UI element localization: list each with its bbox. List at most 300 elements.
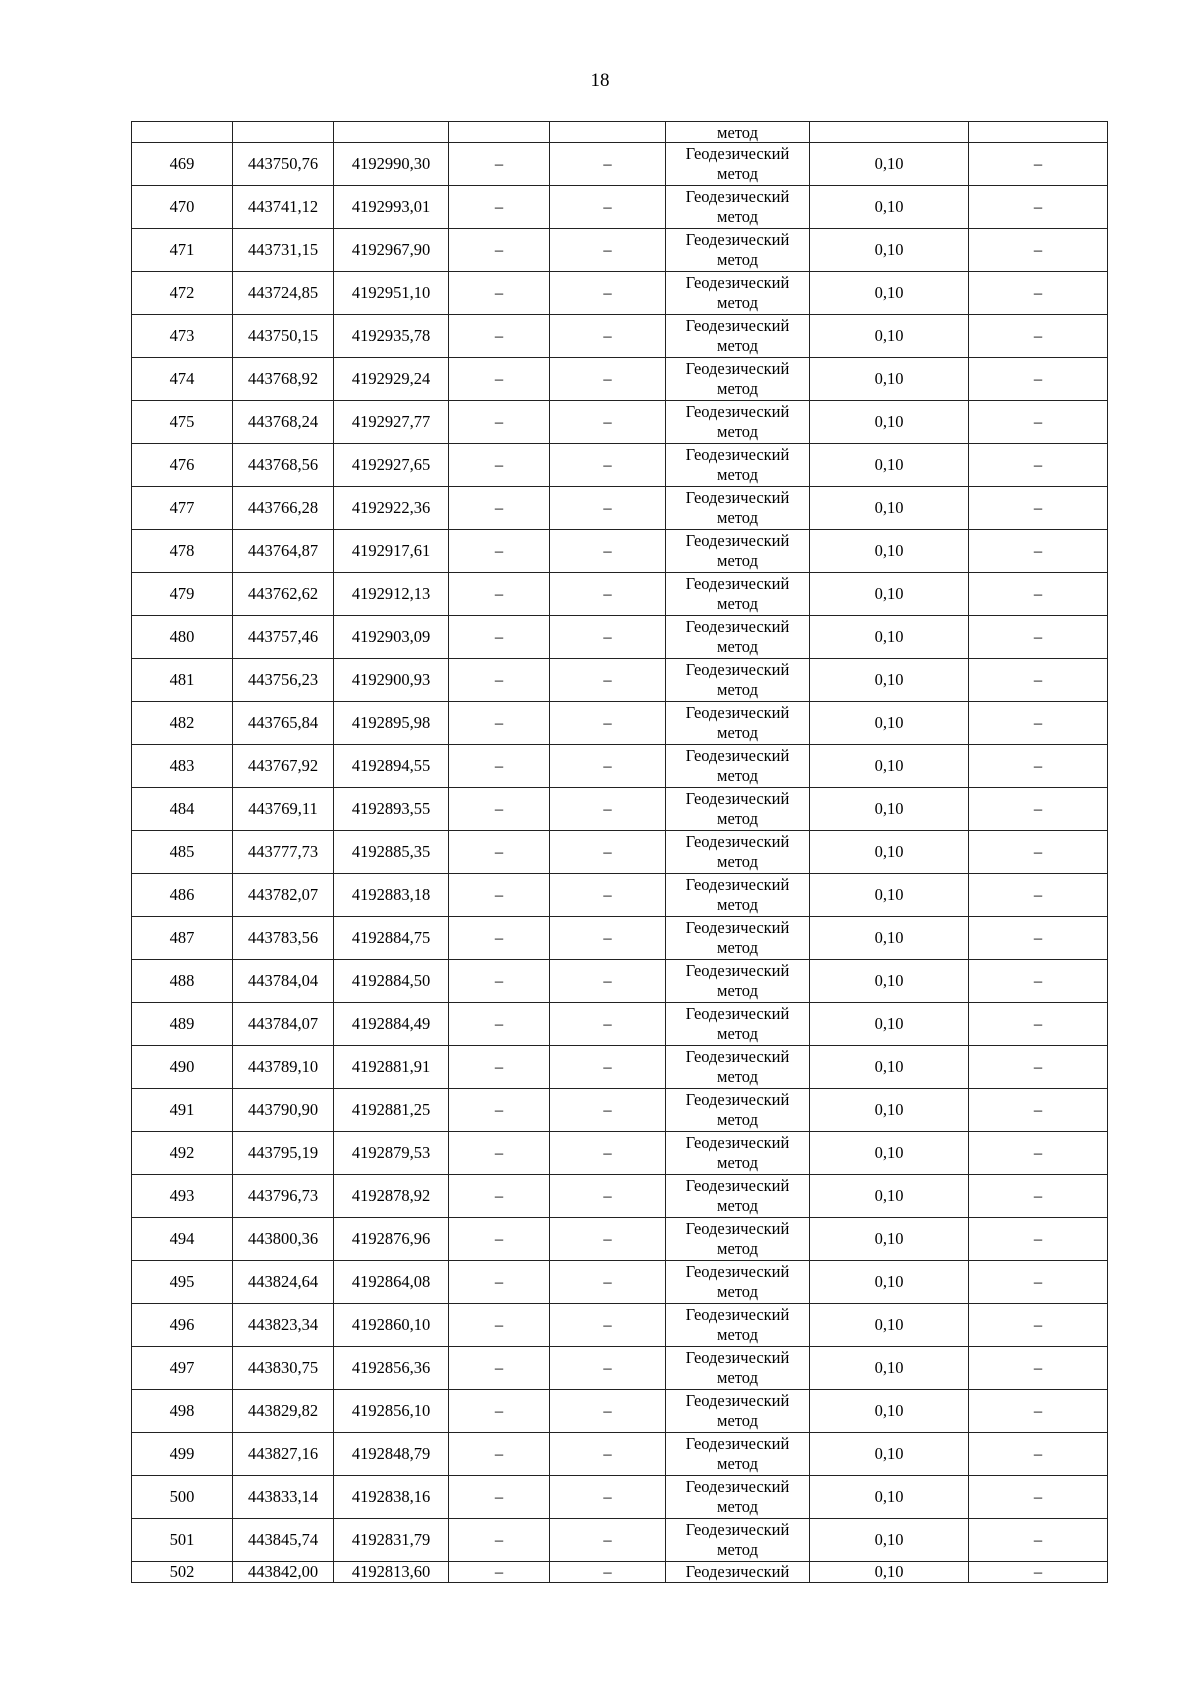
- continuation-row: [132, 122, 1108, 143]
- dash-cell: –: [449, 1261, 550, 1304]
- x-coordinate-cell: 443768,24: [233, 401, 334, 444]
- method-text: Геодезический: [685, 488, 790, 507]
- method-text: Геодезический: [685, 832, 790, 851]
- method-text: Геодезический: [685, 316, 790, 335]
- dash-cell: –: [449, 444, 550, 487]
- x-coordinate-cell: 443768,56: [233, 444, 334, 487]
- method-cell: [666, 1175, 810, 1218]
- method-cell: метод: [666, 122, 810, 143]
- dash-cell: –: [449, 616, 550, 659]
- table-row: [132, 874, 1108, 917]
- method-cell: [666, 229, 810, 272]
- y-coordinate-cell: 4192884,50: [334, 960, 449, 1003]
- table-row: [132, 487, 1108, 530]
- dash-cell: –: [969, 444, 1108, 487]
- x-coordinate-cell: 443769,11: [233, 788, 334, 831]
- method-text: метод: [717, 1325, 758, 1344]
- table-row: [132, 702, 1108, 745]
- x-coordinate-cell: 443777,73: [233, 831, 334, 874]
- table-row: [132, 917, 1108, 960]
- point-number-cell: 481: [132, 659, 233, 702]
- y-coordinate-cell: 4192990,30: [334, 143, 449, 186]
- y-coordinate-cell: 4192929,24: [334, 358, 449, 401]
- method-cell: [666, 401, 810, 444]
- y-coordinate-cell: 4192878,92: [334, 1175, 449, 1218]
- method-cell: [666, 788, 810, 831]
- dash-cell: –: [969, 1390, 1108, 1433]
- accuracy-cell: 0,10: [810, 960, 969, 1003]
- table-row: [132, 530, 1108, 573]
- method-cell: [666, 1347, 810, 1390]
- point-number-cell: 476: [132, 444, 233, 487]
- point-number-cell: 475: [132, 401, 233, 444]
- y-coordinate-cell: 4192927,77: [334, 401, 449, 444]
- table-body: [132, 122, 1108, 1583]
- y-coordinate-cell: 4192884,49: [334, 1003, 449, 1046]
- method-text: Геодезический: [685, 1305, 790, 1324]
- accuracy-cell: 0,10: [810, 831, 969, 874]
- method-cell: [666, 659, 810, 702]
- table-row: [132, 1175, 1108, 1218]
- method-text: Геодезический: [685, 1520, 790, 1539]
- dash-cell: –: [449, 272, 550, 315]
- accuracy-cell: 0,10: [810, 229, 969, 272]
- x-coordinate-cell: 443782,07: [233, 874, 334, 917]
- cell-empty: [449, 122, 550, 143]
- dash-cell: –: [550, 1175, 666, 1218]
- method-cell: [666, 1003, 810, 1046]
- point-number-cell: 482: [132, 702, 233, 745]
- table-row: [132, 745, 1108, 788]
- y-coordinate-cell: 4192967,90: [334, 229, 449, 272]
- y-coordinate-cell: 4192885,35: [334, 831, 449, 874]
- y-coordinate-cell: 4192922,36: [334, 487, 449, 530]
- dash-cell: –: [969, 874, 1108, 917]
- dash-cell: –: [449, 1390, 550, 1433]
- dash-cell: –: [969, 358, 1108, 401]
- method-text: метод: [717, 1239, 758, 1258]
- dash-cell: –: [550, 1562, 666, 1583]
- dash-cell: –: [449, 401, 550, 444]
- method-text: метод: [717, 637, 758, 656]
- dash-cell: –: [449, 917, 550, 960]
- x-coordinate-cell: 443783,56: [233, 917, 334, 960]
- cell-empty: [550, 122, 666, 143]
- cell-empty: [233, 122, 334, 143]
- method-text: метод: [717, 1282, 758, 1301]
- method-text: метод: [717, 336, 758, 355]
- table-row: [132, 1519, 1108, 1562]
- method-cell: [666, 272, 810, 315]
- dash-cell: –: [969, 186, 1108, 229]
- dash-cell: –: [449, 1519, 550, 1562]
- dash-cell: –: [969, 1562, 1108, 1583]
- dash-cell: –: [969, 487, 1108, 530]
- y-coordinate-cell: 4192848,79: [334, 1433, 449, 1476]
- table-row: [132, 1390, 1108, 1433]
- accuracy-cell: 0,10: [810, 1003, 969, 1046]
- x-coordinate-cell: 443845,74: [233, 1519, 334, 1562]
- x-coordinate-cell: 443756,23: [233, 659, 334, 702]
- table-row: [132, 358, 1108, 401]
- cell-empty: [810, 122, 969, 143]
- method-text: метод: [717, 293, 758, 312]
- accuracy-cell: 0,10: [810, 530, 969, 573]
- dash-cell: –: [449, 745, 550, 788]
- dash-cell: –: [550, 1304, 666, 1347]
- method-text: метод: [717, 465, 758, 484]
- dash-cell: –: [449, 358, 550, 401]
- dash-cell: –: [550, 1261, 666, 1304]
- dash-cell: –: [550, 831, 666, 874]
- method-text: Геодезический: [685, 445, 790, 464]
- x-coordinate-cell: 443724,85: [233, 272, 334, 315]
- dash-cell: –: [969, 1476, 1108, 1519]
- dash-cell: –: [449, 702, 550, 745]
- x-coordinate-cell: 443731,15: [233, 229, 334, 272]
- y-coordinate-cell: 4192876,96: [334, 1218, 449, 1261]
- point-number-cell: 491: [132, 1089, 233, 1132]
- dash-cell: –: [969, 315, 1108, 358]
- x-coordinate-cell: 443823,34: [233, 1304, 334, 1347]
- method-text: метод: [717, 1497, 758, 1516]
- point-number-cell: 495: [132, 1261, 233, 1304]
- cell-empty: [969, 122, 1108, 143]
- y-coordinate-cell: 4192879,53: [334, 1132, 449, 1175]
- dash-cell: –: [969, 1003, 1108, 1046]
- accuracy-cell: 0,10: [810, 1132, 969, 1175]
- accuracy-cell: 0,10: [810, 573, 969, 616]
- x-coordinate-cell: 443757,46: [233, 616, 334, 659]
- point-number-cell: 487: [132, 917, 233, 960]
- method-cell: [666, 745, 810, 788]
- accuracy-cell: 0,10: [810, 1562, 969, 1583]
- dash-cell: –: [550, 874, 666, 917]
- dash-cell: –: [550, 1347, 666, 1390]
- method-cell: [666, 1132, 810, 1175]
- method-text: метод: [717, 1540, 758, 1559]
- accuracy-cell: 0,10: [810, 1089, 969, 1132]
- x-coordinate-cell: 443784,07: [233, 1003, 334, 1046]
- dash-cell: –: [550, 1433, 666, 1476]
- point-number-cell: 488: [132, 960, 233, 1003]
- dash-cell: –: [969, 272, 1108, 315]
- dash-cell: –: [550, 1218, 666, 1261]
- dash-cell: –: [550, 1519, 666, 1562]
- x-coordinate-cell: 443833,14: [233, 1476, 334, 1519]
- point-number-cell: 472: [132, 272, 233, 315]
- dash-cell: –: [969, 1218, 1108, 1261]
- method-cell: [666, 1261, 810, 1304]
- point-number-cell: 490: [132, 1046, 233, 1089]
- dash-cell: –: [449, 1347, 550, 1390]
- dash-cell: –: [969, 1261, 1108, 1304]
- method-text: Геодезический: [685, 1133, 790, 1152]
- y-coordinate-cell: 4192935,78: [334, 315, 449, 358]
- table-row: [132, 831, 1108, 874]
- y-coordinate-cell: 4192894,55: [334, 745, 449, 788]
- page-number: 18: [590, 70, 610, 91]
- x-coordinate-cell: 443765,84: [233, 702, 334, 745]
- coordinates-table: [131, 121, 1108, 1583]
- point-number-cell: 480: [132, 616, 233, 659]
- accuracy-cell: 0,10: [810, 702, 969, 745]
- dash-cell: –: [969, 1175, 1108, 1218]
- method-cell: [666, 960, 810, 1003]
- accuracy-cell: 0,10: [810, 874, 969, 917]
- dash-cell: –: [550, 143, 666, 186]
- point-number-cell: 497: [132, 1347, 233, 1390]
- accuracy-cell: 0,10: [810, 917, 969, 960]
- method-cell: [666, 444, 810, 487]
- dash-cell: –: [969, 573, 1108, 616]
- dash-cell: –: [550, 1089, 666, 1132]
- dash-cell: –: [550, 186, 666, 229]
- accuracy-cell: 0,10: [810, 788, 969, 831]
- dash-cell: –: [449, 960, 550, 1003]
- method-text: метод: [717, 938, 758, 957]
- table-row: [132, 616, 1108, 659]
- dash-cell: –: [969, 960, 1108, 1003]
- dash-cell: –: [550, 960, 666, 1003]
- y-coordinate-cell: 4192927,65: [334, 444, 449, 487]
- dash-cell: –: [550, 1003, 666, 1046]
- method-text: Геодезический: [685, 1348, 790, 1367]
- method-text: метод: [717, 164, 758, 183]
- dash-cell: –: [449, 315, 550, 358]
- point-number-cell: 494: [132, 1218, 233, 1261]
- point-number-cell: 502: [132, 1562, 233, 1583]
- accuracy-cell: 0,10: [810, 401, 969, 444]
- method-text: Геодезический: [685, 1004, 790, 1023]
- dash-cell: –: [969, 1347, 1108, 1390]
- x-coordinate-cell: 443824,64: [233, 1261, 334, 1304]
- cell-empty: [132, 122, 233, 143]
- method-text: Геодезический: [685, 1047, 790, 1066]
- dash-cell: –: [449, 530, 550, 573]
- dash-cell: –: [449, 186, 550, 229]
- method-cell: [666, 315, 810, 358]
- method-text: Геодезический: [685, 402, 790, 421]
- method-cell: [666, 831, 810, 874]
- accuracy-cell: 0,10: [810, 1218, 969, 1261]
- dash-cell: –: [449, 143, 550, 186]
- method-text: Геодезический: [685, 230, 790, 249]
- dash-cell: –: [969, 616, 1108, 659]
- table-row: [132, 1304, 1108, 1347]
- method-text: метод: [717, 680, 758, 699]
- x-coordinate-cell: 443790,90: [233, 1089, 334, 1132]
- y-coordinate-cell: 4192900,93: [334, 659, 449, 702]
- method-text: Геодезический: [685, 1434, 790, 1453]
- method-text: метод: [717, 1196, 758, 1215]
- method-text: Геодезический: [685, 1219, 790, 1238]
- point-number-cell: 492: [132, 1132, 233, 1175]
- dash-cell: –: [449, 1132, 550, 1175]
- dash-cell: –: [550, 401, 666, 444]
- dash-cell: –: [969, 831, 1108, 874]
- y-coordinate-cell: 4192856,10: [334, 1390, 449, 1433]
- dash-cell: –: [969, 143, 1108, 186]
- method-text: метод: [717, 981, 758, 1000]
- dash-cell: –: [969, 788, 1108, 831]
- table-row: [132, 573, 1108, 616]
- dash-cell: –: [449, 1175, 550, 1218]
- table-row: [132, 272, 1108, 315]
- dash-cell: –: [449, 573, 550, 616]
- accuracy-cell: 0,10: [810, 272, 969, 315]
- dash-cell: –: [550, 788, 666, 831]
- dash-cell: –: [449, 874, 550, 917]
- method-cell: [666, 1476, 810, 1519]
- method-text: Геодезический: [685, 273, 790, 292]
- method-text: Геодезический: [685, 660, 790, 679]
- point-number-cell: 470: [132, 186, 233, 229]
- point-number-cell: 484: [132, 788, 233, 831]
- x-coordinate-cell: 443764,87: [233, 530, 334, 573]
- method-cell: [666, 616, 810, 659]
- accuracy-cell: 0,10: [810, 659, 969, 702]
- dash-cell: –: [449, 788, 550, 831]
- method-cell: [666, 186, 810, 229]
- method-text: метод: [717, 809, 758, 828]
- dash-cell: –: [449, 659, 550, 702]
- point-number-cell: 493: [132, 1175, 233, 1218]
- accuracy-cell: 0,10: [810, 444, 969, 487]
- method-text: метод: [717, 723, 758, 742]
- point-number-cell: 479: [132, 573, 233, 616]
- dash-cell: –: [969, 1046, 1108, 1089]
- dash-cell: –: [449, 229, 550, 272]
- table-row: [132, 1046, 1108, 1089]
- method-text: метод: [717, 207, 758, 226]
- method-text: метод: [717, 379, 758, 398]
- method-text: Геодезический: [685, 144, 790, 163]
- method-text: Геодезический: [685, 1262, 790, 1281]
- method-text: Геодезический: [685, 187, 790, 206]
- table-row: [132, 401, 1108, 444]
- x-coordinate-cell: 443829,82: [233, 1390, 334, 1433]
- point-number-cell: 478: [132, 530, 233, 573]
- method-text: Геодезический: [685, 1562, 790, 1581]
- accuracy-cell: 0,10: [810, 1261, 969, 1304]
- dash-cell: –: [550, 1132, 666, 1175]
- dash-cell: –: [969, 1433, 1108, 1476]
- method-text: метод: [717, 1411, 758, 1430]
- method-cell: [666, 573, 810, 616]
- table-row: [132, 1261, 1108, 1304]
- method-cell: [666, 1046, 810, 1089]
- table-row: [132, 1347, 1108, 1390]
- table-row: [132, 960, 1108, 1003]
- method-text: Геодезический: [685, 531, 790, 550]
- method-text: метод: [717, 594, 758, 613]
- dash-cell: –: [550, 1046, 666, 1089]
- method-text: Геодезический: [685, 961, 790, 980]
- dash-cell: –: [550, 745, 666, 788]
- y-coordinate-cell: 4192883,18: [334, 874, 449, 917]
- table-row: [132, 1562, 1108, 1583]
- method-text: Геодезический: [685, 746, 790, 765]
- point-number-cell: 483: [132, 745, 233, 788]
- point-number-cell: 496: [132, 1304, 233, 1347]
- dash-cell: –: [449, 1089, 550, 1132]
- table-row: [132, 444, 1108, 487]
- y-coordinate-cell: 4192912,13: [334, 573, 449, 616]
- dash-cell: –: [449, 1218, 550, 1261]
- method-cell: [666, 358, 810, 401]
- dash-cell: –: [969, 1089, 1108, 1132]
- table-row: [132, 1089, 1108, 1132]
- y-coordinate-cell: 4192903,09: [334, 616, 449, 659]
- method-cell: [666, 530, 810, 573]
- x-coordinate-cell: 443766,28: [233, 487, 334, 530]
- method-text: метод: [717, 508, 758, 527]
- table-row: [132, 1433, 1108, 1476]
- x-coordinate-cell: 443767,92: [233, 745, 334, 788]
- method-text: Геодезический: [685, 574, 790, 593]
- accuracy-cell: 0,10: [810, 1175, 969, 1218]
- method-text: Геодезический: [685, 359, 790, 378]
- dash-cell: –: [449, 1046, 550, 1089]
- dash-cell: –: [550, 1476, 666, 1519]
- dash-cell: –: [550, 1390, 666, 1433]
- point-number-cell: 474: [132, 358, 233, 401]
- x-coordinate-cell: 443762,62: [233, 573, 334, 616]
- method-text: Геодезический: [685, 1391, 790, 1410]
- accuracy-cell: 0,10: [810, 1433, 969, 1476]
- dash-cell: –: [969, 659, 1108, 702]
- x-coordinate-cell: 443795,19: [233, 1132, 334, 1175]
- method-text: метод: [717, 1067, 758, 1086]
- method-cell: [666, 917, 810, 960]
- method-cell: [666, 143, 810, 186]
- accuracy-cell: 0,10: [810, 487, 969, 530]
- point-number-cell: 471: [132, 229, 233, 272]
- dash-cell: –: [449, 1304, 550, 1347]
- point-number-cell: 485: [132, 831, 233, 874]
- table-row: [132, 186, 1108, 229]
- y-coordinate-cell: 4192860,10: [334, 1304, 449, 1347]
- dash-cell: –: [550, 530, 666, 573]
- y-coordinate-cell: 4192813,60: [334, 1562, 449, 1583]
- method-text: Геодезический: [685, 875, 790, 894]
- method-text: метод: [717, 551, 758, 570]
- x-coordinate-cell: 443741,12: [233, 186, 334, 229]
- method-text: метод: [717, 1024, 758, 1043]
- accuracy-cell: 0,10: [810, 1476, 969, 1519]
- y-coordinate-cell: 4192951,10: [334, 272, 449, 315]
- accuracy-cell: 0,10: [810, 1519, 969, 1562]
- point-number-cell: 498: [132, 1390, 233, 1433]
- dash-cell: –: [969, 1519, 1108, 1562]
- x-coordinate-cell: 443796,73: [233, 1175, 334, 1218]
- method-text: Геодезический: [685, 1176, 790, 1195]
- y-coordinate-cell: 4192993,01: [334, 186, 449, 229]
- method-text: метод: [717, 895, 758, 914]
- method-text: метод: [717, 1110, 758, 1129]
- y-coordinate-cell: 4192917,61: [334, 530, 449, 573]
- method-cell: [666, 1433, 810, 1476]
- dash-cell: –: [969, 702, 1108, 745]
- accuracy-cell: 0,10: [810, 358, 969, 401]
- x-coordinate-cell: 443784,04: [233, 960, 334, 1003]
- method-cell: [666, 1519, 810, 1562]
- dash-cell: –: [550, 917, 666, 960]
- point-number-cell: 501: [132, 1519, 233, 1562]
- dash-cell: –: [550, 315, 666, 358]
- method-text: Геодезический: [685, 617, 790, 636]
